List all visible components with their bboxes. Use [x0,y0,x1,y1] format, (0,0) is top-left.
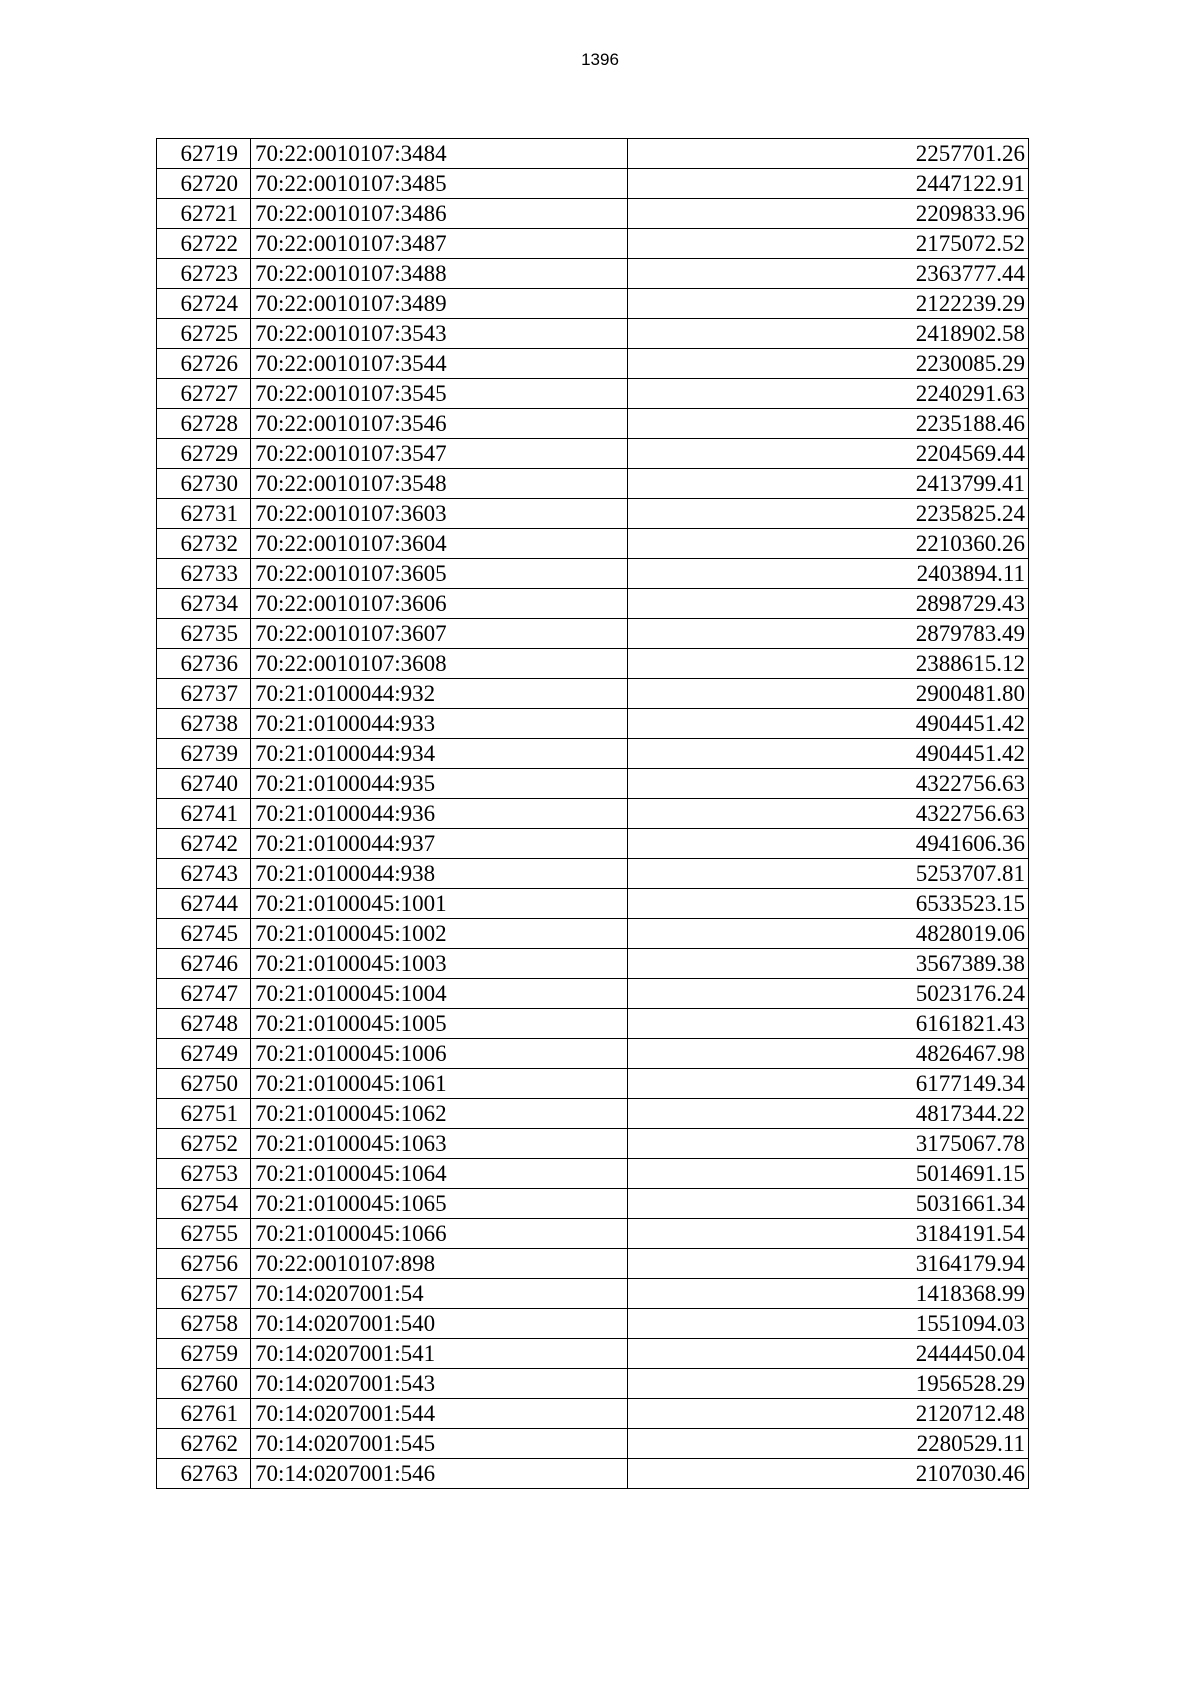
row-number-cell: 62736 [157,649,251,679]
cadastral-number-cell: 70:22:0010107:3489 [251,289,628,319]
cadastral-value-cell: 2235188.46 [628,409,1029,439]
cadastral-value-cell: 2107030.46 [628,1459,1029,1489]
cadastral-value-cell: 6177149.34 [628,1069,1029,1099]
cadastral-number-cell: 70:22:0010107:3543 [251,319,628,349]
table-row [157,829,1029,859]
row-number-cell: 62755 [157,1219,251,1249]
cadastral-number-cell: 70:21:0100044:938 [251,859,628,889]
table-row [157,199,1029,229]
cadastral-number-cell: 70:21:0100044:932 [251,679,628,709]
cadastral-value-cell: 4904451.42 [628,739,1029,769]
cadastral-value-cell: 2240291.63 [628,379,1029,409]
cadastral-number-cell: 70:22:0010107:898 [251,1249,628,1279]
cadastral-value-cell: 4828019.06 [628,919,1029,949]
table-row [157,439,1029,469]
row-number-cell: 62756 [157,1249,251,1279]
row-number-cell: 62722 [157,229,251,259]
table-row [157,1279,1029,1309]
row-number-cell: 62730 [157,469,251,499]
row-number-cell: 62761 [157,1399,251,1429]
cadastral-number-cell: 70:21:0100045:1062 [251,1099,628,1129]
page-number: 1396 [581,50,619,69]
cadastral-number-cell: 70:21:0100045:1066 [251,1219,628,1249]
cadastral-value-cell: 2413799.41 [628,469,1029,499]
row-number-cell: 62723 [157,259,251,289]
cadastral-number-cell: 70:21:0100045:1002 [251,919,628,949]
row-number-cell: 62754 [157,1189,251,1219]
row-number-cell: 62738 [157,709,251,739]
cadastral-number-cell: 70:21:0100044:934 [251,739,628,769]
cadastral-number-cell: 70:21:0100045:1061 [251,1069,628,1099]
table-row [157,919,1029,949]
cadastral-number-cell: 70:21:0100045:1004 [251,979,628,1009]
table-row [157,1129,1029,1159]
cadastral-number-cell: 70:21:0100044:935 [251,769,628,799]
cadastral-value-cell: 2120712.48 [628,1399,1029,1429]
cadastral-number-cell: 70:22:0010107:3606 [251,589,628,619]
cadastral-value-cell: 2363777.44 [628,259,1029,289]
table-row [157,1339,1029,1369]
cadastral-number-cell: 70:21:0100044:937 [251,829,628,859]
row-number-cell: 62729 [157,439,251,469]
cadastral-value-cell: 1418368.99 [628,1279,1029,1309]
cadastral-value-cell: 1551094.03 [628,1309,1029,1339]
row-number-cell: 62724 [157,289,251,319]
table-row [157,1309,1029,1339]
cadastral-number-cell: 70:22:0010107:3607 [251,619,628,649]
row-number-cell: 62758 [157,1309,251,1339]
table-row [157,379,1029,409]
row-number-cell: 62725 [157,319,251,349]
cadastral-number-cell: 70:22:0010107:3487 [251,229,628,259]
row-number-cell: 62744 [157,889,251,919]
cadastral-value-cell: 2418902.58 [628,319,1029,349]
cadastral-number-cell: 70:22:0010107:3605 [251,559,628,589]
table-row [157,1039,1029,1069]
cadastral-value-cell: 2122239.29 [628,289,1029,319]
cadastral-value-cell: 2447122.91 [628,169,1029,199]
table-row [157,349,1029,379]
table-row [157,409,1029,439]
row-number-cell: 62753 [157,1159,251,1189]
cadastral-value-cell: 3184191.54 [628,1219,1029,1249]
table-row [157,1159,1029,1189]
cadastral-number-cell: 70:14:0207001:541 [251,1339,628,1369]
table-row [157,1069,1029,1099]
table-row [157,289,1029,319]
cadastral-number-cell: 70:21:0100045:1006 [251,1039,628,1069]
table-row [157,619,1029,649]
cadastral-number-cell: 70:21:0100044:936 [251,799,628,829]
table-row [157,679,1029,709]
table-row [157,1099,1029,1129]
cadastral-number-cell: 70:14:0207001:54 [251,1279,628,1309]
cadastral-value-cell: 5031661.34 [628,1189,1029,1219]
cadastral-value-cell: 4322756.63 [628,769,1029,799]
row-number-cell: 62735 [157,619,251,649]
table-row [157,859,1029,889]
row-number-cell: 62728 [157,409,251,439]
cadastral-value-cell: 1956528.29 [628,1369,1029,1399]
row-number-cell: 62726 [157,349,251,379]
row-number-cell: 62745 [157,919,251,949]
row-number-cell: 62740 [157,769,251,799]
table-row [157,799,1029,829]
cadastral-value-cell: 2230085.29 [628,349,1029,379]
cadastral-value-cell: 3164179.94 [628,1249,1029,1279]
cadastral-value-cell: 4904451.42 [628,709,1029,739]
cadastral-value-cell: 2235825.24 [628,499,1029,529]
table-row [157,1399,1029,1429]
row-number-cell: 62734 [157,589,251,619]
cadastral-number-cell: 70:21:0100045:1065 [251,1189,628,1219]
table-row [157,469,1029,499]
table-row [157,889,1029,919]
table-row [157,1009,1029,1039]
row-number-cell: 62749 [157,1039,251,1069]
row-number-cell: 62737 [157,679,251,709]
row-number-cell: 62727 [157,379,251,409]
row-number-cell: 62741 [157,799,251,829]
cadastral-value-cell: 2403894.11 [628,559,1029,589]
table-row [157,979,1029,1009]
cadastral-value-cell: 4817344.22 [628,1099,1029,1129]
cadastral-value-cell: 3567389.38 [628,949,1029,979]
table-row [157,649,1029,679]
cadastral-number-cell: 70:22:0010107:3545 [251,379,628,409]
cadastral-value-cell: 2444450.04 [628,1339,1029,1369]
cadastral-number-cell: 70:22:0010107:3548 [251,469,628,499]
table-row [157,1189,1029,1219]
row-number-cell: 62751 [157,1099,251,1129]
row-number-cell: 62748 [157,1009,251,1039]
table-row [157,1369,1029,1399]
cadastral-number-cell: 70:22:0010107:3603 [251,499,628,529]
cadastral-number-cell: 70:14:0207001:546 [251,1459,628,1489]
cadastral-value-table [156,138,1029,1489]
cadastral-value-cell: 4941606.36 [628,829,1029,859]
cadastral-value-cell: 2257701.26 [628,139,1029,169]
cadastral-value-cell: 3175067.78 [628,1129,1029,1159]
cadastral-value-cell: 6161821.43 [628,1009,1029,1039]
cadastral-value-cell: 5023176.24 [628,979,1029,1009]
cadastral-value-cell: 4826467.98 [628,1039,1029,1069]
row-number-cell: 62757 [157,1279,251,1309]
cadastral-value-cell: 4322756.63 [628,799,1029,829]
row-number-cell: 62752 [157,1129,251,1159]
table-row [157,949,1029,979]
cadastral-number-cell: 70:22:0010107:3484 [251,139,628,169]
cadastral-number-cell: 70:21:0100045:1063 [251,1129,628,1159]
cadastral-value-cell: 2879783.49 [628,619,1029,649]
cadastral-value-cell: 2898729.43 [628,589,1029,619]
cadastral-value-cell: 2388615.12 [628,649,1029,679]
cadastral-number-cell: 70:22:0010107:3488 [251,259,628,289]
cadastral-number-cell: 70:22:0010107:3608 [251,649,628,679]
table-row [157,559,1029,589]
table-row [157,229,1029,259]
table-row [157,589,1029,619]
cadastral-number-cell: 70:21:0100045:1001 [251,889,628,919]
row-number-cell: 62750 [157,1069,251,1099]
cadastral-number-cell: 70:22:0010107:3547 [251,439,628,469]
cadastral-number-cell: 70:14:0207001:545 [251,1429,628,1459]
cadastral-value-cell: 5014691.15 [628,1159,1029,1189]
cadastral-number-cell: 70:14:0207001:543 [251,1369,628,1399]
row-number-cell: 62720 [157,169,251,199]
cadastral-value-cell: 2175072.52 [628,229,1029,259]
table-row [157,499,1029,529]
cadastral-number-cell: 70:14:0207001:544 [251,1399,628,1429]
row-number-cell: 62760 [157,1369,251,1399]
cadastral-number-cell: 70:21:0100045:1003 [251,949,628,979]
table-row [157,1459,1029,1489]
row-number-cell: 62746 [157,949,251,979]
cadastral-value-cell: 2900481.80 [628,679,1029,709]
table-row [157,1429,1029,1459]
cadastral-value-cell: 2209833.96 [628,199,1029,229]
table-row [157,1249,1029,1279]
cadastral-value-cell: 2210360.26 [628,529,1029,559]
table-row [157,739,1029,769]
cadastral-value-cell: 2204569.44 [628,439,1029,469]
row-number-cell: 62742 [157,829,251,859]
row-number-cell: 62763 [157,1459,251,1489]
row-number-cell: 62733 [157,559,251,589]
table-row [157,769,1029,799]
cadastral-number-cell: 70:22:0010107:3544 [251,349,628,379]
row-number-cell: 62719 [157,139,251,169]
table-row [157,529,1029,559]
cadastral-number-cell: 70:21:0100045:1005 [251,1009,628,1039]
row-number-cell: 62743 [157,859,251,889]
cadastral-number-cell: 70:14:0207001:540 [251,1309,628,1339]
cadastral-value-cell: 2280529.11 [628,1429,1029,1459]
table-row [157,319,1029,349]
cadastral-number-cell: 70:22:0010107:3546 [251,409,628,439]
row-number-cell: 62762 [157,1429,251,1459]
row-number-cell: 62721 [157,199,251,229]
cadastral-number-cell: 70:22:0010107:3485 [251,169,628,199]
table-body [157,139,1029,1489]
table-row [157,259,1029,289]
cadastral-number-cell: 70:21:0100044:933 [251,709,628,739]
table-row [157,1219,1029,1249]
table-row [157,709,1029,739]
cadastral-value-cell: 6533523.15 [628,889,1029,919]
row-number-cell: 62732 [157,529,251,559]
cadastral-number-cell: 70:22:0010107:3486 [251,199,628,229]
table-row [157,139,1029,169]
row-number-cell: 62759 [157,1339,251,1369]
cadastral-value-cell: 5253707.81 [628,859,1029,889]
cadastral-table-container [156,138,1028,1489]
row-number-cell: 62739 [157,739,251,769]
row-number-cell: 62731 [157,499,251,529]
cadastral-number-cell: 70:22:0010107:3604 [251,529,628,559]
cadastral-number-cell: 70:21:0100045:1064 [251,1159,628,1189]
row-number-cell: 62747 [157,979,251,1009]
table-row [157,169,1029,199]
